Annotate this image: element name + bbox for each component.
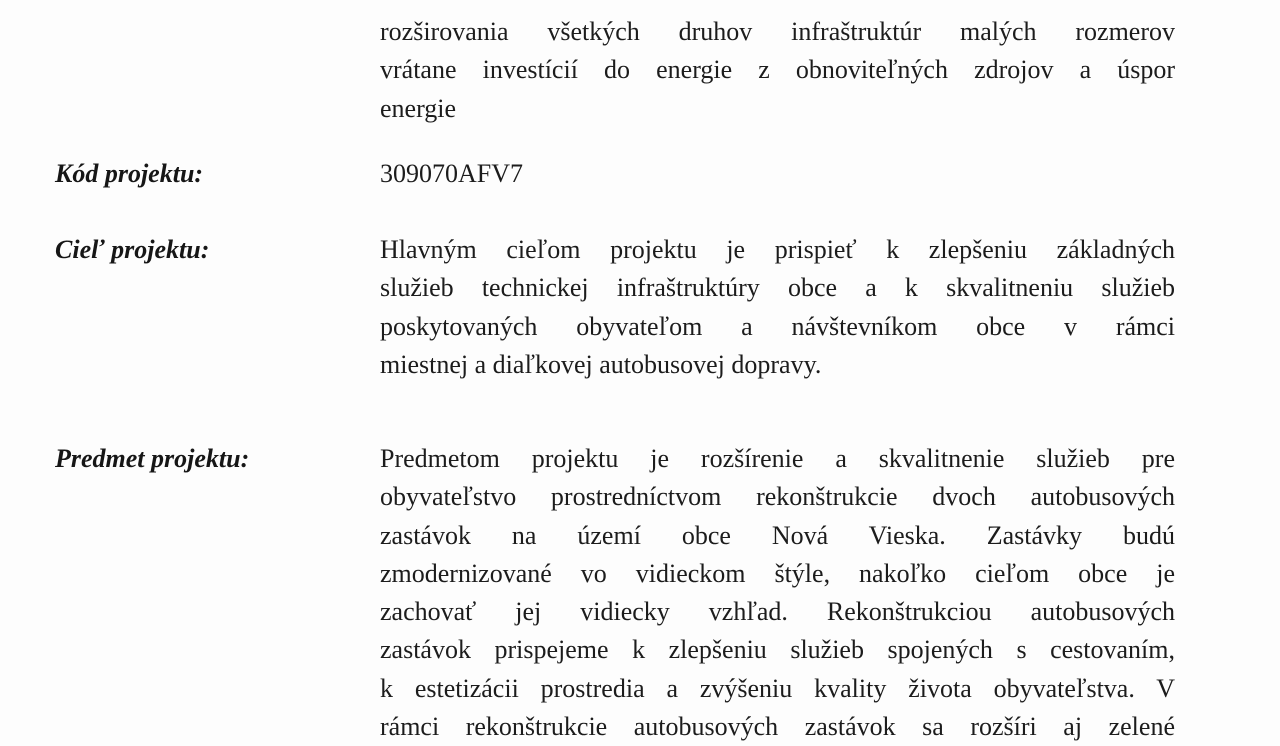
text-line: rámci rekonštrukcie autobusových zastávok sa rozšíri aj zelené [380,712,1175,742]
value-predmet-projektu [380,440,1175,746]
text-line: rozširovania všetkých druhov infraštruktúr malých rozmerov [380,17,1175,46]
text-line: zastávok prispejeme k zlepšeniu služieb spojených s cestovaním, [380,635,1175,665]
text-line: miestnej a diaľkovej autobusovej dopravy. [380,349,822,379]
text-line: energie [380,93,457,123]
text-line: Hlavným cieľom projektu je prispieť k zlepšeniu základných [380,235,1175,264]
text-line: obyvateľstvo prostredníctvom rekonštrukcie dvoch autobusových [380,482,1175,512]
text-line: Predmetom projektu je rozšírenie a skvalitnenie služieb pre [380,444,1175,473]
text-line: zastávok na území obce Nová Vieska. Zastávky budú [380,520,1175,550]
project-code: 309070AFV7 [380,159,524,188]
label-predmet-projektu: Predmet projektu: [55,444,250,473]
value-ciel-projektu [380,231,1175,384]
text-line: poskytovaných obyvateľom a návštevníkom obce v rámci [380,311,1175,341]
label-kod-projektu: Kód projektu: [55,159,204,188]
text-line: zachovať jej vidiecky vzhľad. Rekonštrukciou autobusových [380,597,1175,627]
prior-section-value [380,13,1175,128]
text-line: vrátane investícií do energie z obnoviteľných zdrojov a úspor [380,55,1175,85]
value-kod-projektu [380,155,1175,193]
text-line: k estetizácii prostredia a zvýšeniu kvality života obyvateľstva. V [380,673,1175,703]
text-line: služieb technickej infraštruktúry obce a k skvalitneniu služieb [380,273,1175,303]
text-line: zmodernizované vo vidieckom štýle, nakoľko cieľom obce je [380,558,1175,588]
label-ciel-projektu: Cieľ projektu: [55,235,210,264]
